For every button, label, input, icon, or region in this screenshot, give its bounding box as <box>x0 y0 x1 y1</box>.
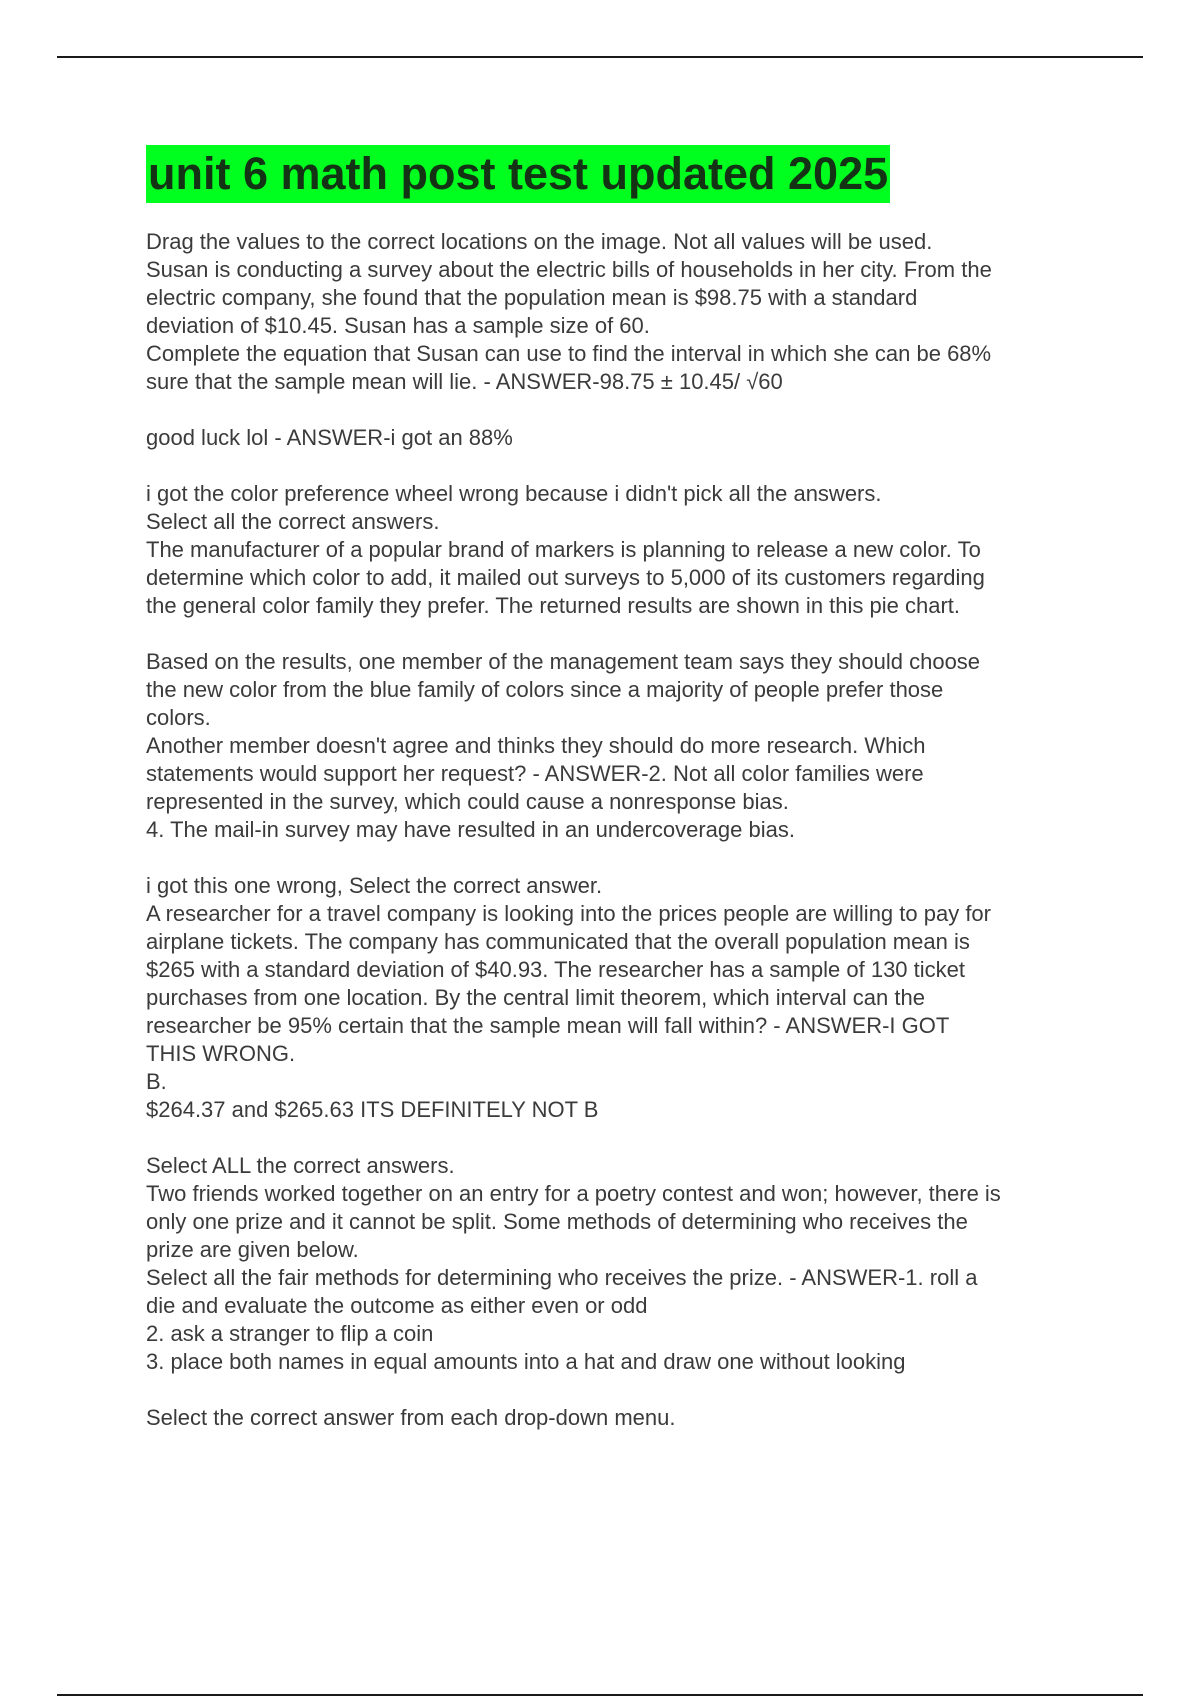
document-title: unit 6 math post test updated 2025 <box>146 145 890 203</box>
paragraph <box>146 480 1096 620</box>
text-line: 3. place both names in equal amounts into a hat and draw one without looking <box>146 1349 906 1374</box>
text-line: $264.37 and $265.63 ITS DEFINITELY NOT B <box>146 1097 599 1122</box>
text-line: colors. <box>146 705 211 730</box>
text-line: the new color from the blue family of colors since a majority of people prefer those <box>146 677 944 702</box>
text-line: A researcher for a travel company is looking into the prices people are willing to pay for <box>146 901 991 926</box>
text-line: i got this one wrong, Select the correct answer. <box>146 873 603 898</box>
paragraph <box>146 872 1096 1124</box>
text-line: Another member doesn't agree and thinks they should do more research. Which <box>146 733 926 758</box>
text-line: Two friends worked together on an entry for a poetry contest and won; however, there is <box>146 1181 1001 1206</box>
text-line: the general color family they prefer. The returned results are shown in this pie chart. <box>146 593 961 618</box>
document-body <box>146 228 1096 1460</box>
paragraph <box>146 228 1096 396</box>
text-line: deviation of $10.45. Susan has a sample size of 60. <box>146 313 650 338</box>
text-line: sure that the sample mean will lie. - ANSWER-98.75 ± 10.45/ √60 <box>146 369 783 394</box>
paragraph <box>146 1404 1096 1432</box>
paragraph <box>146 648 1096 844</box>
text-line: die and evaluate the outcome as either even or odd <box>146 1293 648 1318</box>
text-line: purchases from one location. By the central limit theorem, which interval can the <box>146 985 925 1010</box>
text-line: represented in the survey, which could cause a nonresponse bias. <box>146 789 789 814</box>
text-line: i got the color preference wheel wrong because i didn't pick all the answers. <box>146 481 882 506</box>
text-line: airplane tickets. The company has communicated that the overall population mean is <box>146 929 970 954</box>
text-line: 4. The mail-in survey may have resulted in an undercoverage bias. <box>146 817 795 842</box>
text-line: researcher be 95% certain that the sample mean will fall within? - ANSWER-I GOT <box>146 1013 950 1038</box>
text-line: THIS WRONG. <box>146 1041 296 1066</box>
text-line: prize are given below. <box>146 1237 359 1262</box>
text-line: statements would support her request? - ANSWER-2. Not all color families were <box>146 761 924 786</box>
text-line: Complete the equation that Susan can use to find the interval in which she can be 68% <box>146 341 992 366</box>
bottom-divider <box>57 1694 1143 1696</box>
text-line: determine which color to add, it mailed out surveys to 5,000 of its customers regarding <box>146 565 985 590</box>
text-line: good luck lol - ANSWER-i got an 88% <box>146 425 513 450</box>
text-line: Susan is conducting a survey about the electric bills of households in her city. From the <box>146 257 992 282</box>
text-line: only one prize and it cannot be split. Some methods of determining who receives the <box>146 1209 968 1234</box>
title-block <box>146 145 890 203</box>
text-line: B. <box>146 1069 167 1094</box>
text-line: Select all the fair methods for determining who receives the prize. - ANSWER-1. roll a <box>146 1265 978 1290</box>
text-line: Select all the correct answers. <box>146 509 440 534</box>
text-line: Select the correct answer from each drop-down menu. <box>146 1405 676 1430</box>
top-divider <box>57 56 1143 58</box>
text-line: $265 with a standard deviation of $40.93. The researcher has a sample of 130 ticket <box>146 957 965 982</box>
paragraph <box>146 1152 1096 1376</box>
paragraph <box>146 424 1096 452</box>
text-line: Select ALL the correct answers. <box>146 1153 455 1178</box>
text-line: Drag the values to the correct locations on the image. Not all values will be used. <box>146 229 933 254</box>
text-line: The manufacturer of a popular brand of markers is planning to release a new color. To <box>146 537 981 562</box>
text-line: Based on the results, one member of the management team says they should choose <box>146 649 981 674</box>
text-line: electric company, she found that the population mean is $98.75 with a standard <box>146 285 918 310</box>
text-line: 2. ask a stranger to flip a coin <box>146 1321 434 1346</box>
